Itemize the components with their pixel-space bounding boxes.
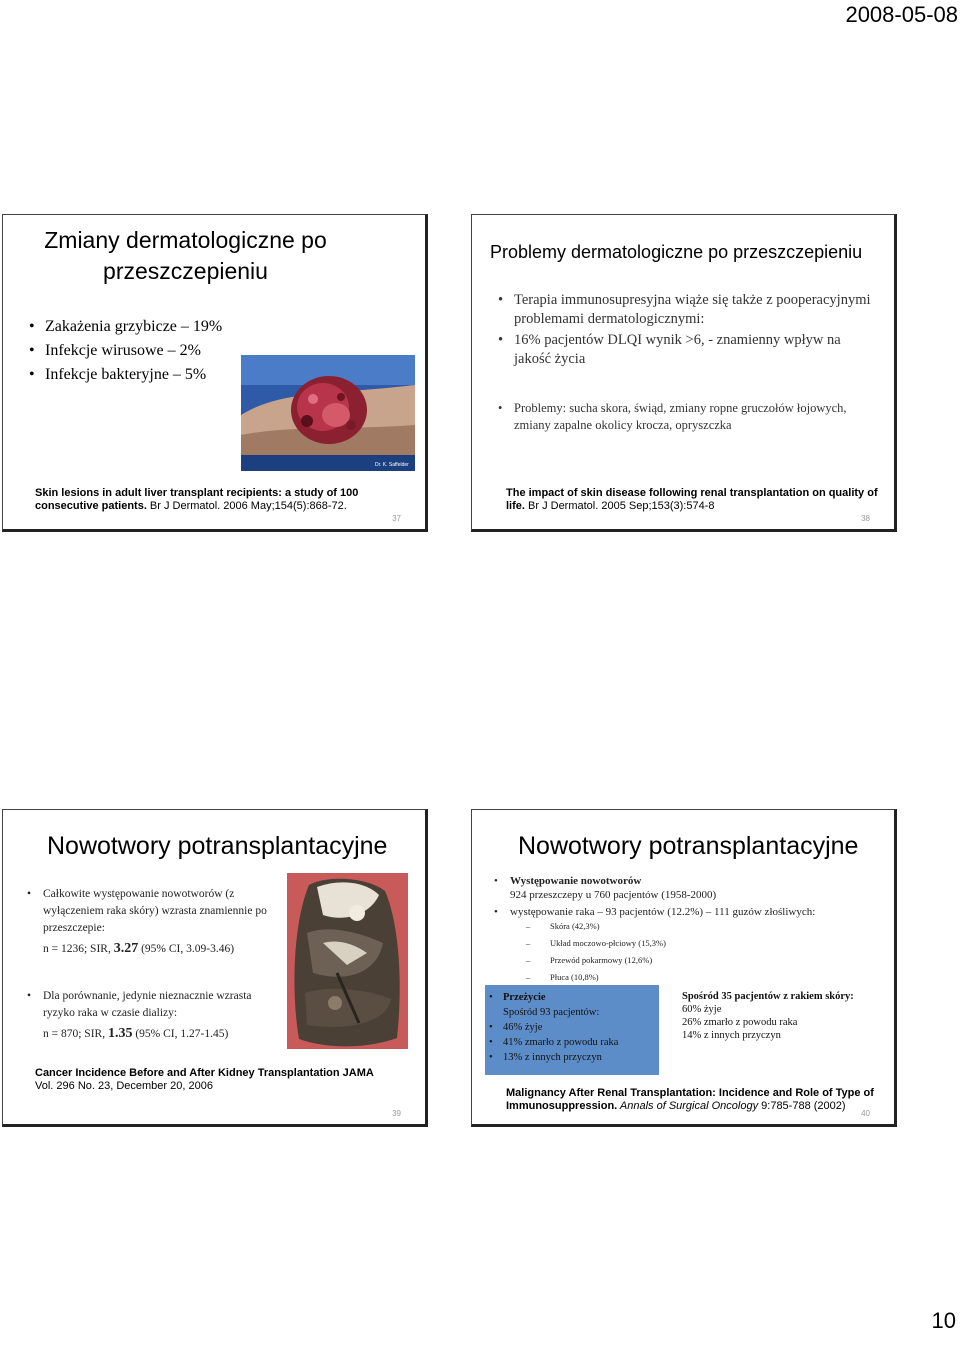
slide-40 bbox=[471, 809, 897, 1127]
slide-39 bbox=[2, 809, 428, 1127]
reference-source: Br J Dermatol. 2005 Sep;153(3):574-8 bbox=[524, 500, 715, 512]
reference bbox=[35, 1067, 395, 1093]
skin-cancer-summary bbox=[682, 990, 882, 1042]
list-item bbox=[494, 905, 894, 984]
bullet-list bbox=[27, 886, 277, 958]
slide-number: 38 bbox=[861, 514, 870, 523]
photo-credit: Dr. K. Saffelder bbox=[375, 462, 409, 468]
reference-title: Cancer Incidence Before and After Kidney Transplantation JAMA bbox=[35, 1067, 374, 1079]
statement: • Całkowite występowanie nowotworów (z wyłączeniem raka skóry) wzrasta znamiennie po przeszczepie: bbox=[43, 888, 267, 934]
sub-item: – Przewód pokarmowy (12,6%) bbox=[526, 953, 894, 967]
item-detail: 924 przeszczepy u 760 pacjentów (1958-2000) bbox=[510, 889, 717, 901]
list-item bbox=[494, 874, 894, 902]
reference-source: Br J Dermatol. 2006 May;154(5):868-72. bbox=[146, 500, 347, 512]
sub-list bbox=[510, 919, 894, 984]
list-item: • Infekcje bakteryjne – 5% bbox=[29, 363, 222, 387]
slide-title: Nowotwory potransplantacyjne bbox=[47, 832, 388, 860]
list-item: • 46% żyje bbox=[489, 1020, 655, 1035]
sub-item: – Układ moczowo-płciowy (15,3%) bbox=[526, 936, 894, 950]
item-heading: Występowanie nowotworów bbox=[510, 875, 642, 887]
summary-line: 60% żyje bbox=[682, 1004, 722, 1015]
list-item: • Infekcje wirusowe – 2% bbox=[29, 339, 222, 363]
reference-title: Skin lesions in adult liver transplant recipients: a study of 100 consecutive patients. bbox=[35, 487, 359, 512]
skin-lesion-photo bbox=[241, 355, 415, 471]
list-item: • 13% z innych przyczyn bbox=[489, 1050, 655, 1065]
slide-title: Zmiany dermatologiczne po przeszczepieniu bbox=[44, 227, 327, 284]
bullet-list bbox=[498, 400, 878, 434]
list-item: • Problemy: sucha skora, świąd, zmiany ropne gruczołów łojowych, zmiany zapalne okolicy krocza, opryszczka bbox=[498, 400, 878, 434]
slide-37 bbox=[2, 214, 428, 532]
reference-title: Malignancy After Renal Transplantation: Incidence and Role of Type of Immunosuppression. bbox=[506, 1087, 874, 1112]
list-item bbox=[27, 988, 277, 1043]
sub-item: – Płuca (10,8%) bbox=[526, 970, 894, 984]
statistic: n = 1236; SIR, 3.27 (95% CI, 3.09-3.46) bbox=[43, 941, 235, 956]
reference-source: 9:785-788 (2002) bbox=[758, 1100, 846, 1112]
slide-38 bbox=[471, 214, 897, 532]
bullet-list bbox=[29, 315, 222, 387]
reference bbox=[506, 1087, 886, 1113]
tumor-photo bbox=[287, 873, 408, 1049]
slide-number: 39 bbox=[392, 1109, 401, 1118]
slide-title: Problemy dermatologiczne po przeszczepieniu bbox=[490, 242, 863, 262]
reference-title: The impact of skin disease following renal transplantation on quality of life. bbox=[506, 487, 878, 512]
sir-value: 1.35 bbox=[107, 1026, 133, 1041]
bullet-list bbox=[494, 874, 894, 987]
statistic: n = 870; SIR, 1.35 (95% CI, 1.27-1.45) bbox=[43, 1026, 229, 1041]
list-item: • Terapia immunosupresyjna wiąże się także z pooperacyjnymi problemami dermatologicznymi: bbox=[498, 291, 878, 329]
list-item: • Zakażenia grzybicze – 19% bbox=[29, 315, 222, 339]
reference-journal: Annals of Surgical Oncology bbox=[617, 1100, 759, 1112]
reference-source: Vol. 296 No. 23, December 20, 2006 bbox=[35, 1080, 213, 1092]
summary-line: 26% zmarło z powodu raka bbox=[682, 1017, 798, 1028]
list-item: • 16% pacjentów DLQI wynik >6, - znamienny wpływ na jakość życia bbox=[498, 331, 878, 369]
box-heading: Przeżycie bbox=[503, 992, 546, 1003]
slide-number: 40 bbox=[861, 1109, 870, 1118]
list-item: • Przeżycie Spośród 93 pacjentów: bbox=[489, 990, 655, 1020]
slide-number: 37 bbox=[392, 514, 401, 523]
document-date: 2008-05-08 bbox=[845, 2, 958, 27]
reference bbox=[35, 487, 375, 513]
summary-line: 14% z innych przyczyn bbox=[682, 1030, 781, 1041]
page-number: 10 bbox=[931, 1308, 956, 1333]
slide-title: Nowotwory potransplantacyjne bbox=[518, 832, 859, 860]
item-detail: występowanie raka – 93 pacjentów (12.2%) – 111 guzów złośliwych: bbox=[510, 906, 816, 918]
survival-box bbox=[485, 985, 659, 1075]
bullet-list bbox=[27, 988, 277, 1043]
bullet-list bbox=[489, 990, 655, 1065]
bullet-list bbox=[498, 291, 878, 371]
sir-value: 3.27 bbox=[113, 941, 139, 956]
statement: • Dla porównanie, jedynie nieznacznie wzrasta ryzyko raka w czasie dializy: bbox=[43, 990, 252, 1019]
list-item: • 41% zmarło z powodu raka bbox=[489, 1035, 655, 1050]
reference bbox=[506, 487, 886, 513]
summary-heading: Spośród 35 pacjentów z rakiem skóry: bbox=[682, 991, 854, 1002]
sub-item: – Skóra (42,3%) bbox=[526, 919, 894, 933]
list-item bbox=[27, 886, 277, 958]
